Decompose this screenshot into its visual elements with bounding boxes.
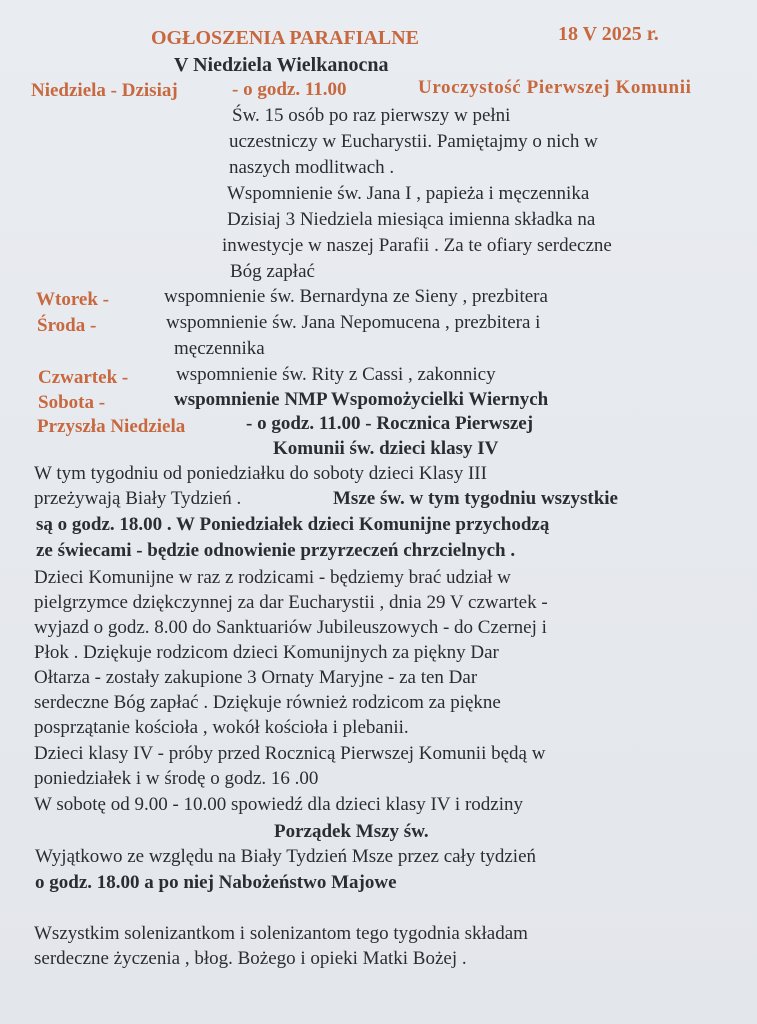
body-line: W sobotę od 9.00 - 10.00 spowiedź dla dzieci klasy IV i rodziny [34, 794, 523, 815]
sunday-line: uczestniczy w Eucharystii. Pamiętajmy o nich w [229, 131, 598, 152]
sunday-label: Niedziela - Dzisiaj [31, 80, 178, 101]
tuesday-label: Wtorek - [36, 289, 109, 310]
sunday-line: Św. 15 osób po raz pierwszy w pełni [232, 105, 511, 126]
mass-order-heading: Porządek Mszy św. [274, 821, 429, 842]
sunday-line: naszych modlitwach . [229, 157, 395, 178]
body-line: Wyjątkowo ze względu na Biały Tydzień Msze przez cały tydzień [35, 846, 537, 867]
body-line: posprzątanie kościoła , wokół kościoła i plebanii. [34, 717, 409, 738]
saturday-text: wspomnienie NMP Wspomożycielki Wiernych [174, 389, 549, 410]
sunday-event: Uroczystość Pierwszej Komunii [418, 77, 692, 98]
body-line: Dzieci klasy IV - próby przed Rocznicą Pierwszej Komunii będą w [34, 743, 546, 764]
body-line-bold: o godz. 18.00 a po niej Nabożeństwo Majowe [35, 872, 397, 893]
sunday-line: Wspomnienie św. Jana I , papieża i męczennika [227, 183, 590, 204]
body-line: pielgrzymce dziękczynnej za dar Eucharystii , dnia 29 V czwartek - [34, 592, 548, 613]
saturday-label: Sobota - [38, 392, 106, 413]
body-line-bold: ze świecami - będzie odnowienie przyrzeczeń chrzcielnych . [36, 540, 516, 561]
body-line: Płok . Dziękuje rodzicom dzieci Komunijnych za piękny Dar [34, 642, 499, 663]
body-line: poniedziałek i w środę o godz. 16 .00 [34, 768, 319, 789]
next-sunday-text-2: Komunii św. dzieci klasy IV [273, 438, 499, 459]
thursday-text: wspomnienie św. Rity z Cassi , zakonnicy [176, 364, 496, 385]
body-line-bold: Msze św. w tym tygodniu wszystkie [333, 488, 618, 509]
wishes-line: Wszystkim solenizantkom i solenizantom tego tygodnia składam [34, 923, 528, 944]
body-line-bold: są o godz. 18.00 . W Poniedziałek dzieci Komunijne przychodzą [36, 514, 550, 535]
tuesday-text: wspomnienie św. Bernardyna ze Sieny , prezbitera [164, 286, 548, 307]
body-line: W tym tygodniu od poniedziałku do soboty dzieci Klasy III [34, 463, 487, 484]
wednesday-label: Środa - [37, 315, 97, 336]
thursday-label: Czwartek - [38, 367, 129, 388]
body-line: Dzieci Komunijne w raz z rodzicami - będziemy brać udział w [34, 567, 511, 588]
page-subtitle: V Niedziela Wielkanocna [174, 54, 389, 76]
body-line: wyjazd o godz. 8.00 do Sanktuariów Jubileuszowych - do Czernej i [34, 617, 547, 638]
sunday-time: - o godz. 11.00 [232, 79, 347, 100]
body-line: Ołtarza - zostały zakupione 3 Ornaty Maryjne - za ten Dar [34, 667, 478, 688]
wednesday-text-2: męczennika [174, 338, 265, 359]
page-title: OGŁOSZENIA PARAFIALNE [151, 27, 420, 49]
wednesday-text: wspomnienie św. Jana Nepomucena , prezbitera i [166, 312, 541, 333]
sunday-line: Dzisiaj 3 Niedziela miesiąca imienna składka na [227, 209, 596, 230]
sunday-line: Bóg zapłać [230, 261, 315, 282]
sunday-line: inwestycje w naszej Parafii . Za te ofiary serdeczne [222, 235, 612, 256]
next-sunday-text: - o godz. 11.00 - Rocznica Pierwszej [246, 413, 534, 434]
body-line: serdeczne Bóg zapłać . Dziękuje również rodzicom za piękne [34, 692, 501, 713]
announcement-date: 18 V 2025 r. [558, 23, 659, 45]
body-line: przeżywają Biały Tydzień . [34, 488, 242, 509]
next-sunday-label: Przyszła Niedziela [37, 416, 186, 437]
wishes-line: serdeczne życzenia , błog. Bożego i opieki Matki Bożej . [34, 948, 467, 969]
